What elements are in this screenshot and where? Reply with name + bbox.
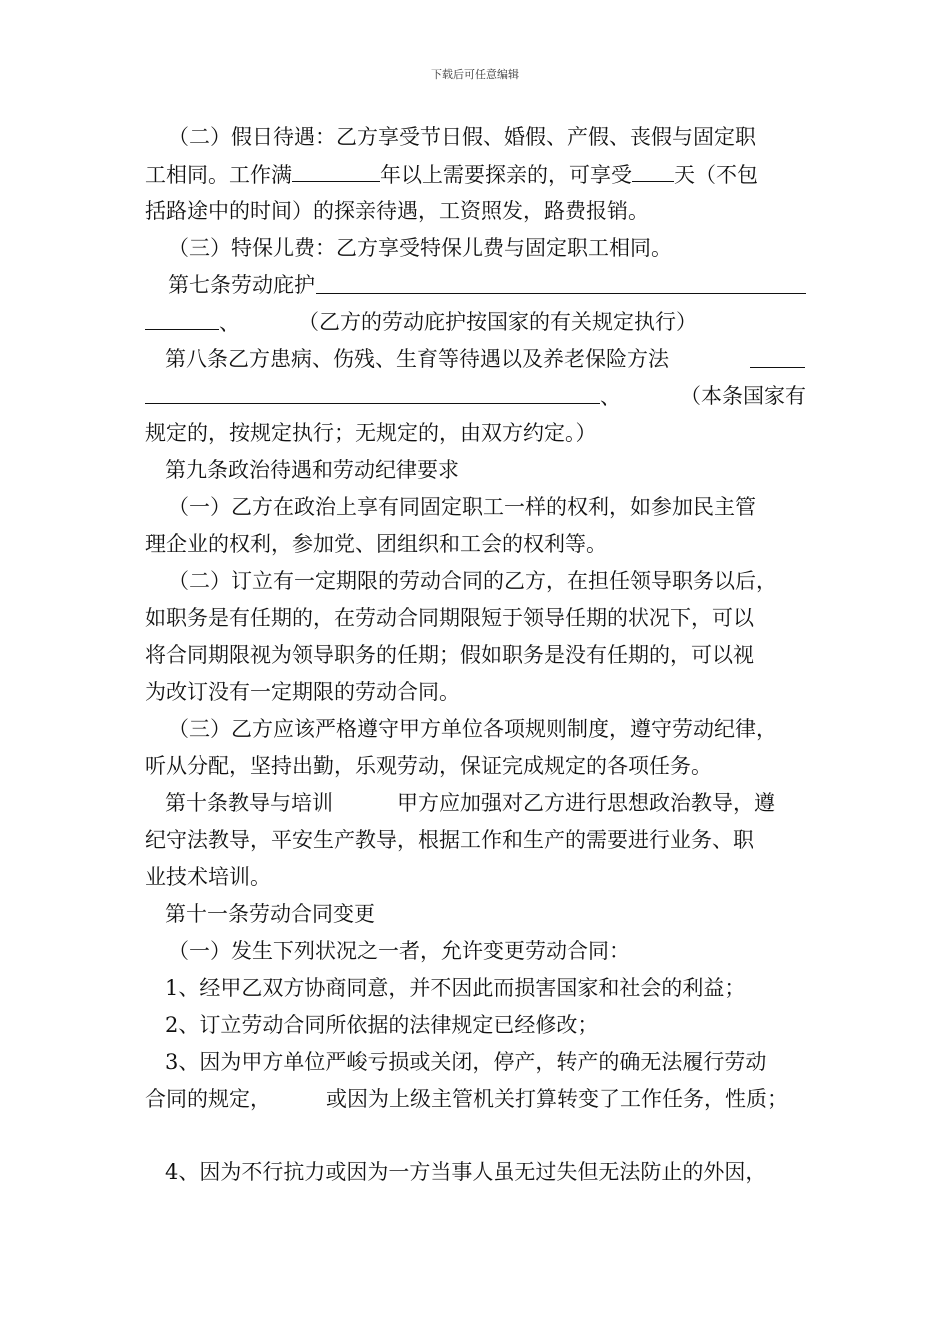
list-item: 2、订立劳动合同所依据的法律规定已经修改；: [165, 1013, 599, 1037]
fill-in-blank[interactable]: [632, 159, 674, 182]
paragraph-line: （三）乙方应该严格遵守甲方单位各项规则制度，遵守劳动纪律，: [168, 717, 777, 741]
paragraph-line: 将合同期限视为领导职务的任期；假如职务是没有任期的，可以视: [145, 643, 754, 667]
fill-in-blank[interactable]: [145, 381, 600, 404]
paragraph-line: 规定的，按规定执行；无规定的，由双方约定。）: [145, 421, 597, 445]
line-text: 、: [219, 311, 240, 335]
paragraph-line: 纪守法教导，平安生产教导，根据工作和生产的需要进行业务、职: [145, 828, 754, 852]
section-heading: 第八条乙方患病、伤残、生育等待遇以及养老保险方法: [165, 347, 669, 371]
line-text: 工相同。工作满: [145, 163, 292, 187]
line-text: 年以上需要探亲的，可享受: [380, 163, 632, 187]
paragraph-line: [145, 307, 240, 338]
paragraph-line: 括路途中的时间）的探亲待遇，工资照发，路费报销。: [145, 199, 649, 223]
paragraph-line: 如职务是有任期的，在劳动合同期限短于领导任期的状况下，可以: [145, 606, 754, 630]
paragraph-line: 业技术培训。: [145, 865, 271, 889]
paragraph-line: （乙方的劳动庇护按国家的有关规定执行）: [298, 310, 697, 334]
paragraph-line: （本条国家有: [680, 384, 806, 408]
section-heading: 第十条教导与培训: [165, 791, 333, 815]
section-heading: 第七条劳动庇护: [168, 273, 315, 297]
paragraph-line: [145, 159, 758, 190]
paragraph-line: 为改订没有一定期限的劳动合同。: [145, 680, 460, 704]
section-heading: 第九条政治待遇和劳动纪律要求: [165, 458, 459, 482]
paragraph-line: 理企业的权利，参加党、团组织和工会的权利等。: [145, 532, 607, 556]
paragraph-line: 合同的规定，: [145, 1087, 271, 1111]
list-item: 4、因为不行抗力或因为一方当事人虽无过失但无法防止的外因，: [165, 1160, 767, 1184]
paragraph-line: （二）假日待遇：乙方享受节日假、婚假、产假、丧假与固定职: [168, 125, 756, 149]
fill-in-blank[interactable]: [750, 345, 805, 368]
paragraph-line: 听从分配，坚持出勤，乐观劳动，保证完成规定的各项任务。: [145, 754, 712, 778]
paragraph-line: [145, 381, 621, 412]
fill-in-blank[interactable]: [292, 159, 380, 182]
fill-in-blank[interactable]: [316, 271, 806, 294]
paragraph-line: 甲方应加强对乙方进行思想政治教导，遵: [397, 791, 775, 815]
line-text: 天（不包: [674, 163, 758, 187]
paragraph-line: （一）发生下列状况之一者，允许变更劳动合同：: [168, 939, 630, 963]
list-item: 1、经甲乙双方协商同意，并不因此而损害国家和社会的利益；: [165, 976, 746, 1000]
paragraph-line: 或因为上级主管机关打算转变了工作任务，性质；: [326, 1087, 788, 1111]
list-item: 3、因为甲方单位严峻亏损或关闭，停产，转产的确无法履行劳动: [165, 1050, 767, 1074]
paragraph-line: （二）订立有一定期限的劳动合同的乙方，在担任领导职务以后，: [168, 569, 777, 593]
fill-in-blank[interactable]: [145, 307, 219, 330]
line-text: 、: [600, 385, 621, 409]
paragraph-line: （一）乙方在政治上享有同固定职工一样的权利，如参加民主管: [168, 495, 756, 519]
page-header: 下载后可任意编辑: [431, 68, 519, 81]
paragraph-line: （三）特保儿费：乙方享受特保儿费与固定职工相同。: [168, 236, 672, 260]
section-heading: 第十一条劳动合同变更: [165, 902, 375, 926]
